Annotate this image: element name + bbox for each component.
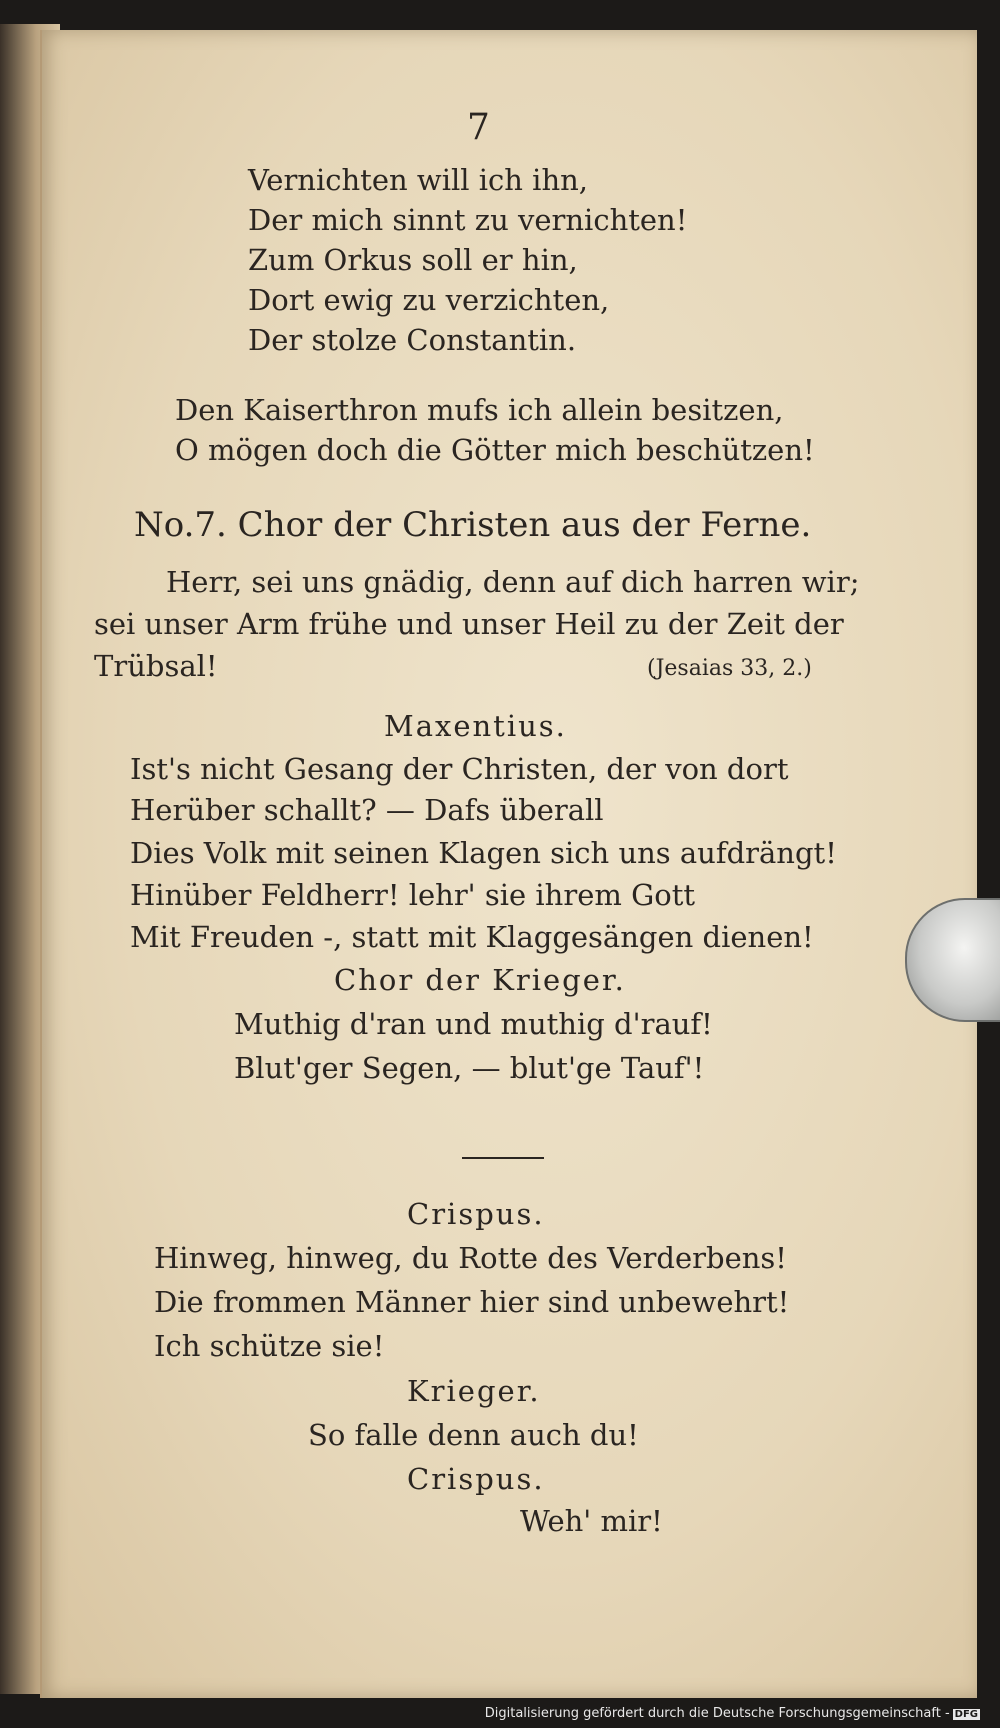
book-page xyxy=(40,30,977,1698)
page-number: 7 xyxy=(467,107,490,148)
verse-line: Dies Volk mit seinen Klagen sich uns aufdrängt! xyxy=(130,836,837,870)
digitization-credit xyxy=(485,1706,980,1721)
prose-line: Herr, sei uns gnädig, denn auf dich harren wir; xyxy=(166,565,860,599)
verse-line: Herüber schallt? — Dafs überall xyxy=(130,793,604,827)
verse-line: Dort ewig zu verzichten, xyxy=(248,283,610,317)
speaker-name: Chor der Krieger. xyxy=(334,963,626,997)
credit-text: Digitalisierung gefördert durch die Deutsche Forschungsgemeinschaft - xyxy=(484,1706,950,1721)
verse-line: Der stolze Constantin. xyxy=(248,323,577,357)
speaker-name: Krieger. xyxy=(407,1374,541,1408)
speaker-name: Crispus. xyxy=(407,1197,545,1231)
speaker-name: Maxentius. xyxy=(384,709,567,743)
verse-line: Ich schütze sie! xyxy=(154,1329,385,1363)
speaker-name: Crispus. xyxy=(407,1462,545,1496)
section-divider xyxy=(462,1157,544,1159)
verse-line: Den Kaiserthron mufs ich allein besitzen, xyxy=(175,393,784,427)
section-title: No.7. Chor der Christen aus der Ferne. xyxy=(134,505,812,545)
verse-line: Der mich sinnt zu vernichten! xyxy=(248,203,688,237)
verse-line: O mögen doch die Götter mich beschützen! xyxy=(175,433,815,467)
verse-line: Weh' mir! xyxy=(520,1504,663,1538)
dfg-logo: DFG xyxy=(954,1709,978,1720)
verse-line: So falle denn auch du! xyxy=(308,1418,639,1452)
verse-line: Hinweg, hinweg, du Rotte des Verderbens! xyxy=(154,1241,787,1275)
verse-line: Ist's nicht Gesang der Christen, der von dort xyxy=(130,752,789,786)
prose-line: sei unser Arm frühe und unser Heil zu der Zeit der xyxy=(94,607,844,641)
verse-line: Zum Orkus soll er hin, xyxy=(248,243,578,277)
prose-line: Trübsal! xyxy=(94,649,218,683)
verse-line: Die frommen Männer hier sind unbewehrt! xyxy=(154,1285,790,1319)
citation: (Jesaias 33, 2.) xyxy=(647,656,812,681)
verse-line: Blut'ger Segen, — blut'ge Tauf'! xyxy=(234,1051,705,1085)
verse-line: Mit Freuden -, statt mit Klaggesängen dienen! xyxy=(130,920,814,954)
verse-line: Muthig d'ran und muthig d'rauf! xyxy=(234,1007,713,1041)
verse-line: Hinüber Feldherr! lehr' sie ihrem Gott xyxy=(130,878,696,912)
verse-line: Vernichten will ich ihn, xyxy=(248,163,589,197)
